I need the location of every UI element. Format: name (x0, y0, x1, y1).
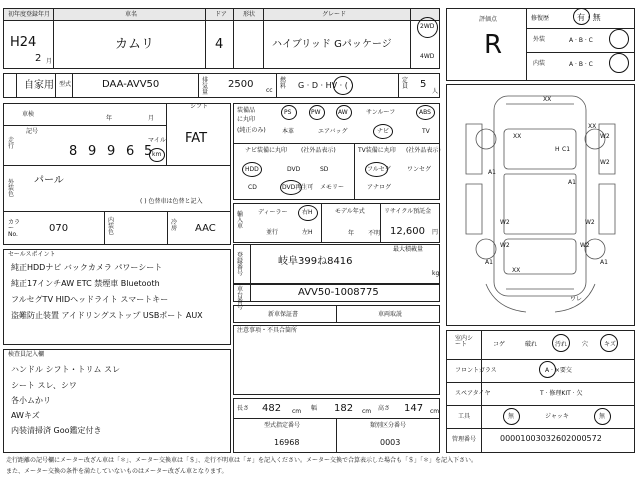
import-dealer: ディーラー (258, 209, 288, 216)
diagram-code: XX (512, 267, 521, 274)
divider (446, 382, 635, 383)
tv-sub: (社外品表示) (406, 147, 441, 154)
tv-item: アナログ (367, 184, 392, 191)
drive-4wd: 4WD (420, 53, 435, 60)
divider (233, 143, 440, 144)
cc-unit: cc (266, 87, 273, 94)
exterior-options: A · B · C (569, 37, 593, 44)
ac-value: AAC (195, 223, 216, 234)
mile-label: マイル (148, 137, 166, 144)
sales-line: 純正17インチAW ETC 禁煙車 Bluetooth (11, 279, 160, 288)
diagram-code: XX (543, 96, 552, 103)
diagram-code: W2 (580, 242, 590, 249)
width-label: 幅 (311, 405, 318, 412)
front-glass-options: A · ×要交 (545, 367, 572, 374)
divider (336, 305, 337, 323)
plate-label: 登録番号 (237, 252, 244, 277)
model-label: 車名 (125, 11, 138, 18)
length-value: 482 (262, 403, 282, 414)
reg-year: H24 (10, 35, 37, 50)
tv-item: ワンセグ (407, 166, 432, 173)
divider (446, 428, 635, 429)
mgmt-label: 管理番号 (452, 436, 477, 443)
sales-line: 純正HDDナビ バックカメラ パワーシート (11, 263, 163, 272)
divider (250, 244, 251, 284)
recycle-label: リサイクル預託金 (384, 208, 432, 215)
repair-label: 修復歴 (531, 15, 550, 22)
divider (72, 73, 73, 98)
equipment-item: 本革 (282, 128, 295, 135)
divider (205, 8, 206, 69)
model-year-year: 年 (348, 230, 355, 237)
equipment-item: AW (338, 109, 348, 116)
divider (410, 8, 411, 69)
doors-value: 4 (215, 37, 224, 52)
color-value: パール (34, 175, 64, 186)
chassis-label: 車台番号 (237, 286, 244, 311)
grade-label: グレード (322, 11, 347, 18)
seat-item: コゲ (493, 341, 506, 348)
type-designation-value: 16968 (274, 438, 300, 447)
color-no-value: 070 (49, 223, 69, 234)
grade-value: ハイブリッド Gパッケージ (272, 39, 392, 50)
navi-item: SD (320, 166, 329, 173)
diagram-code: A1 (488, 169, 496, 176)
divider (446, 359, 635, 360)
diagram-code: A1 (568, 179, 576, 186)
divider (3, 165, 231, 166)
warranty-label: 新車保証書 (268, 311, 299, 318)
notes-block (233, 325, 440, 395)
capacity-value: 5 (420, 79, 427, 90)
width-unit: cm (362, 408, 372, 415)
mileage-label: 走行 (8, 137, 15, 150)
recycle-unit: 円 (432, 229, 439, 236)
navi-item: CD (248, 184, 257, 191)
seat-item: 汚れ (555, 341, 568, 348)
length-label: 長さ (237, 405, 250, 412)
reg-month: 2 (35, 53, 42, 64)
displacement-label: 排気量 (202, 77, 209, 96)
inspection-label: 車検 (22, 111, 35, 118)
kg-unit: kg (432, 270, 440, 277)
handle-left: 左H (302, 229, 313, 236)
max-load-label: 最大積載量 (393, 246, 424, 253)
type-designation-label: 型式指定番号 (264, 422, 301, 429)
interior-c-circle (609, 53, 629, 73)
color-no-label: カラーNo. (8, 219, 21, 238)
divider (398, 73, 399, 98)
divider (198, 73, 199, 98)
glass-a-circle (539, 361, 556, 378)
diagram-code: W2 (500, 242, 510, 249)
drive-2wd: 2WD (420, 23, 435, 30)
color-note: ( ) 色替車は色替と記入 (140, 198, 203, 205)
sales-line: フルセグTV HIDヘッドライト スマートキー (11, 295, 169, 304)
sales-line: 盗難防止装置 アイドリングストップ USBポート AUX (11, 311, 203, 320)
length-unit: cm (292, 408, 302, 415)
chassis-value: AVV50-1008775 (298, 287, 379, 298)
divider (354, 143, 355, 200)
mileage-digit: 5 (144, 144, 153, 159)
model-year-unknown: 不明 (368, 230, 381, 237)
jack-label: ジャッキ (545, 413, 569, 420)
equipment-item: サンルーフ (366, 109, 396, 116)
inspector-line: 各小ムかリ (11, 396, 51, 405)
mgmt-value: 00001003032602000572 (500, 434, 602, 443)
equipment-item: エアバッグ (318, 128, 348, 135)
width-value: 182 (334, 403, 354, 414)
km-unit: km (152, 151, 162, 158)
inspector-line: シート スレ、シワ (11, 381, 77, 390)
navi-item: メモリー (320, 184, 345, 191)
manual-label: 車両取説 (378, 311, 403, 318)
navi-item: HDD (245, 166, 259, 173)
divider (446, 405, 635, 406)
diagram-code: ワレ (570, 296, 583, 303)
import-parallel: 並行 (266, 229, 279, 236)
inspection-year: 年 (106, 115, 113, 122)
interior-seat-label: 室内シート (455, 335, 474, 348)
exterior-label: 外装 (533, 36, 546, 43)
divider (53, 8, 54, 69)
seat-item: 穴 (582, 341, 589, 348)
category-value: 0003 (380, 438, 401, 447)
recycle-value: 12,600 (390, 226, 425, 237)
diagram-code: A1 (485, 259, 493, 266)
type-value: DAA-AVV50 (102, 79, 160, 90)
equipment-item: PW (311, 109, 321, 116)
divider (336, 418, 337, 453)
divider (16, 73, 17, 98)
diagram-code: XX (588, 123, 597, 130)
handle-right: 右H (302, 209, 313, 216)
fuel-options: G · D · HV · ( ) (298, 81, 354, 90)
notes-label: 注意事項・不具合箇所 (237, 327, 298, 334)
divider (250, 284, 251, 302)
diagram-code: A1 (600, 259, 608, 266)
mileage-digit: 6 (126, 144, 135, 159)
mileage-digit: 8 (69, 144, 78, 159)
repair-yes-circle (573, 8, 590, 25)
footer-line2: また、メーター交換の条件を満たしていないものはメーター改ざん車となります。 (6, 468, 228, 475)
divider (321, 203, 322, 243)
spare-options: T · 修理KIT · 欠 (540, 390, 583, 397)
repair-options: 有 · 無 (577, 13, 601, 22)
diagram-code: H (555, 146, 560, 153)
divider (55, 73, 56, 98)
diagram-code: W2 (600, 159, 610, 166)
divider (276, 73, 277, 98)
inspector-label: 検査員記入欄 (8, 351, 45, 358)
divider (167, 211, 168, 245)
divider (233, 8, 234, 69)
car-outline-icon (446, 84, 635, 326)
diagram-code: W2 (500, 219, 510, 226)
equipment-item: ナビ (377, 128, 390, 135)
month-unit: 月 (46, 58, 53, 65)
sales-points-label: セールスポイント (8, 251, 56, 258)
equipment-note: (純正のみ) (237, 127, 266, 134)
model-year-label: モデル年式 (335, 208, 365, 215)
divider (104, 211, 105, 245)
tools-value: 無 (508, 413, 515, 420)
equipment-label: 装備品 (237, 107, 256, 114)
shift-value: FAT (185, 131, 208, 146)
navi-sub: (社外品表示) (301, 147, 336, 154)
interior-color-label: 内装色 (108, 217, 115, 236)
reg-year-label: 初年度登録年月 (8, 11, 51, 18)
person-unit: 人 (432, 88, 439, 95)
fuel-hv-circle (333, 76, 353, 95)
inspector-line: ハンドル シフト・トリム スレ (11, 365, 121, 374)
inspector-line: AWキズ (11, 411, 40, 420)
tv-item: フルセグ (367, 166, 391, 173)
displacement-value: 2500 (228, 79, 254, 90)
mileage-digit: 9 (88, 144, 97, 159)
capacity-label: 定員 (402, 77, 409, 90)
divider (3, 125, 166, 126)
mileage-digit: 9 (107, 144, 116, 159)
shape-label: 形状 (243, 11, 256, 18)
navi-label: ナビ装備に丸印 (245, 147, 288, 154)
color-label: 外装色 (8, 179, 15, 198)
category-label: 類別区分番号 (370, 422, 407, 429)
equipment-circled: に丸印 (237, 116, 256, 123)
mileage-digit-label: 記号 (26, 128, 39, 135)
diagram-code: XX (513, 133, 522, 140)
diagram-code: W2 (600, 133, 610, 140)
interior-label: 内装 (533, 60, 546, 67)
usage-value: 自家用 (24, 80, 54, 91)
seat-item: 破れ (525, 341, 538, 348)
equipment-item: PS (284, 109, 292, 116)
spare-label: スペアタイヤ (455, 390, 491, 397)
diagram-code: C1 (562, 146, 571, 153)
jack-value: 無 (599, 413, 606, 420)
fuel-label: 燃料 (280, 77, 287, 90)
equipment-item: ABS (419, 109, 431, 116)
height-value: 147 (404, 403, 424, 414)
type-label: 型式 (59, 81, 72, 88)
model-name: カムリ (115, 37, 155, 52)
divider (380, 203, 381, 243)
divider (3, 211, 231, 212)
shift-label: シフト (190, 103, 209, 110)
divider (166, 103, 167, 165)
divider (263, 8, 264, 69)
front-glass-label: フロントガラス (455, 367, 497, 374)
equipment-item: TV (422, 128, 430, 135)
seat-item: キズ (604, 341, 616, 348)
inspection-month: 月 (148, 115, 155, 122)
exterior-c-circle (609, 29, 629, 49)
plate-value: 岐阜399ね8416 (278, 256, 353, 267)
height-unit: cm (430, 408, 440, 415)
tv-label: TV装備に丸印 (358, 147, 396, 154)
navi-item: DVD (287, 166, 301, 173)
doors-label: ドア (215, 11, 227, 18)
height-label: 高さ (378, 405, 391, 412)
inspector-line: 内装清掃済 Goo鑑定付き (11, 426, 102, 435)
score-label: 評価点 (479, 16, 498, 23)
score-value: R (484, 30, 503, 60)
interior-options: A · B · C (569, 61, 593, 68)
footer-line1: 走行距離の記号欄にメーター改ざん車は「＊」、メーター交換車は「＄」、走行不明車は「＃」を記入ください。メーター交換で合算表示した場合も「＄」「＊」を記入下さい。 (6, 457, 478, 464)
tools-label: 工具 (458, 413, 471, 420)
divider (526, 8, 527, 81)
diagram-code: W2 (585, 219, 595, 226)
navi-item: DVD再生可 (282, 184, 314, 191)
import-label: 輸入車 (237, 211, 244, 230)
ac-label: 冷房 (171, 219, 178, 232)
